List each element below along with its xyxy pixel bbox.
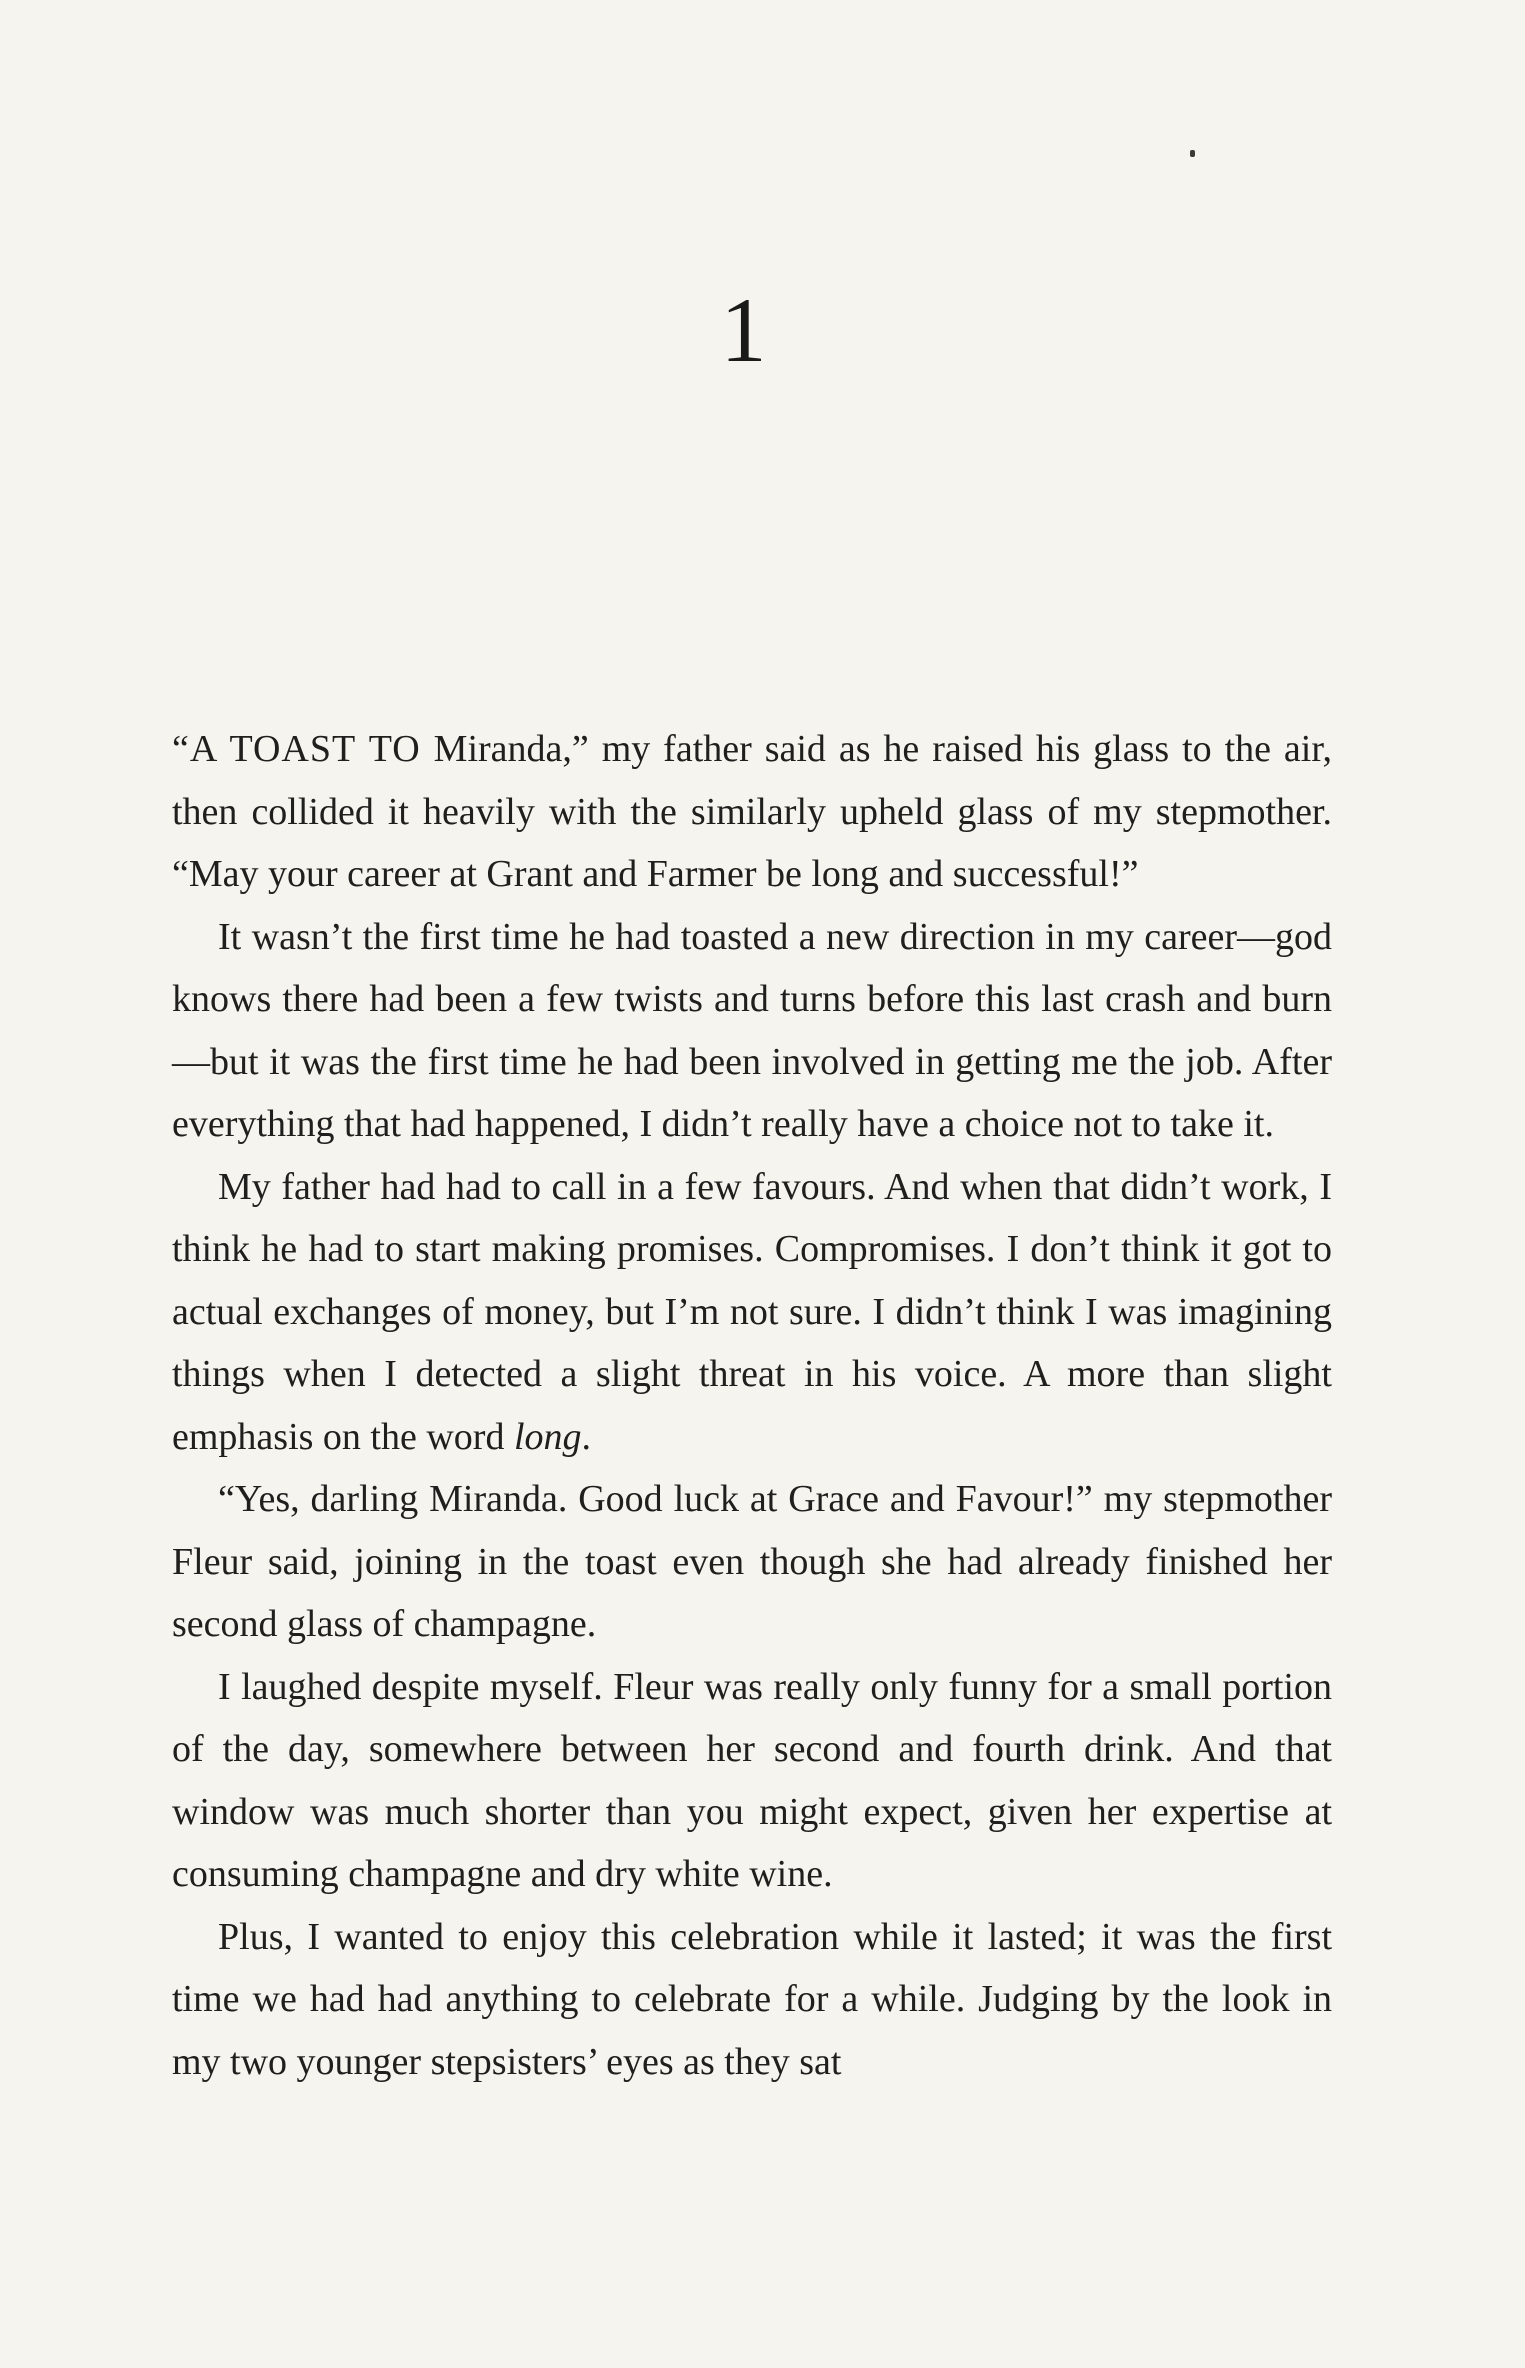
paragraph-3-text: My father had had to call in a few favours. And when that didn’t work, I think he had to start making promises. Compromises. I don’t think it got to actual exchanges of money, but I’m not sure. I didn’t think I was imagining things when I detected a slight threat in his voice. A more than slight emphasis on the word: [172, 1165, 1332, 1458]
paragraph-5: I laughed despite myself. Fleur was really only funny for a small portion of the day, somewhere between her second and fourth drink. And that window was much shorter than you might expect, given her expertise at consuming champagne and dry white wine.: [172, 1665, 1332, 1895]
paragraph-4: “Yes, darling Miranda. Good luck at Grace and Favour!” my stepmother Fleur said, joining in the toast even though she had already finished her second glass of champagne.: [172, 1478, 1332, 1645]
paragraph-3: [172, 1156, 1332, 1469]
opening-small-caps: “A TOAST TO: [172, 728, 421, 770]
chapter-number: 1: [720, 279, 767, 381]
paragraph-2: It wasn’t the first time he had toasted a new direction in my career—god knows there had been a few twists and turns before this last crash and burn—but it was the first time he had been involved in getting me the job. After everything that had happened, I didn’t really have a choice not to take it.: [172, 915, 1332, 1145]
chapter-body: [172, 718, 1332, 2093]
paragraph-1: [172, 718, 1332, 906]
paragraph-3-end: .: [581, 1415, 592, 1458]
paragraph-6: Plus, I wanted to enjoy this celebration while it lasted; it was the first time we had had anything to celebrate for a while. Judging by the look in my two younger stepsisters’ eyes as they sat: [172, 1915, 1332, 2083]
paragraph-1-text: Miranda,” my father said as he raised his glass to the air, then collided it heavily with the similarly upheld glass of my stepmother. “May your career at Grant and Farmer be long and successful!”: [172, 728, 1332, 895]
scan-speck: [1190, 150, 1195, 157]
emphasized-word: long: [513, 1415, 582, 1458]
